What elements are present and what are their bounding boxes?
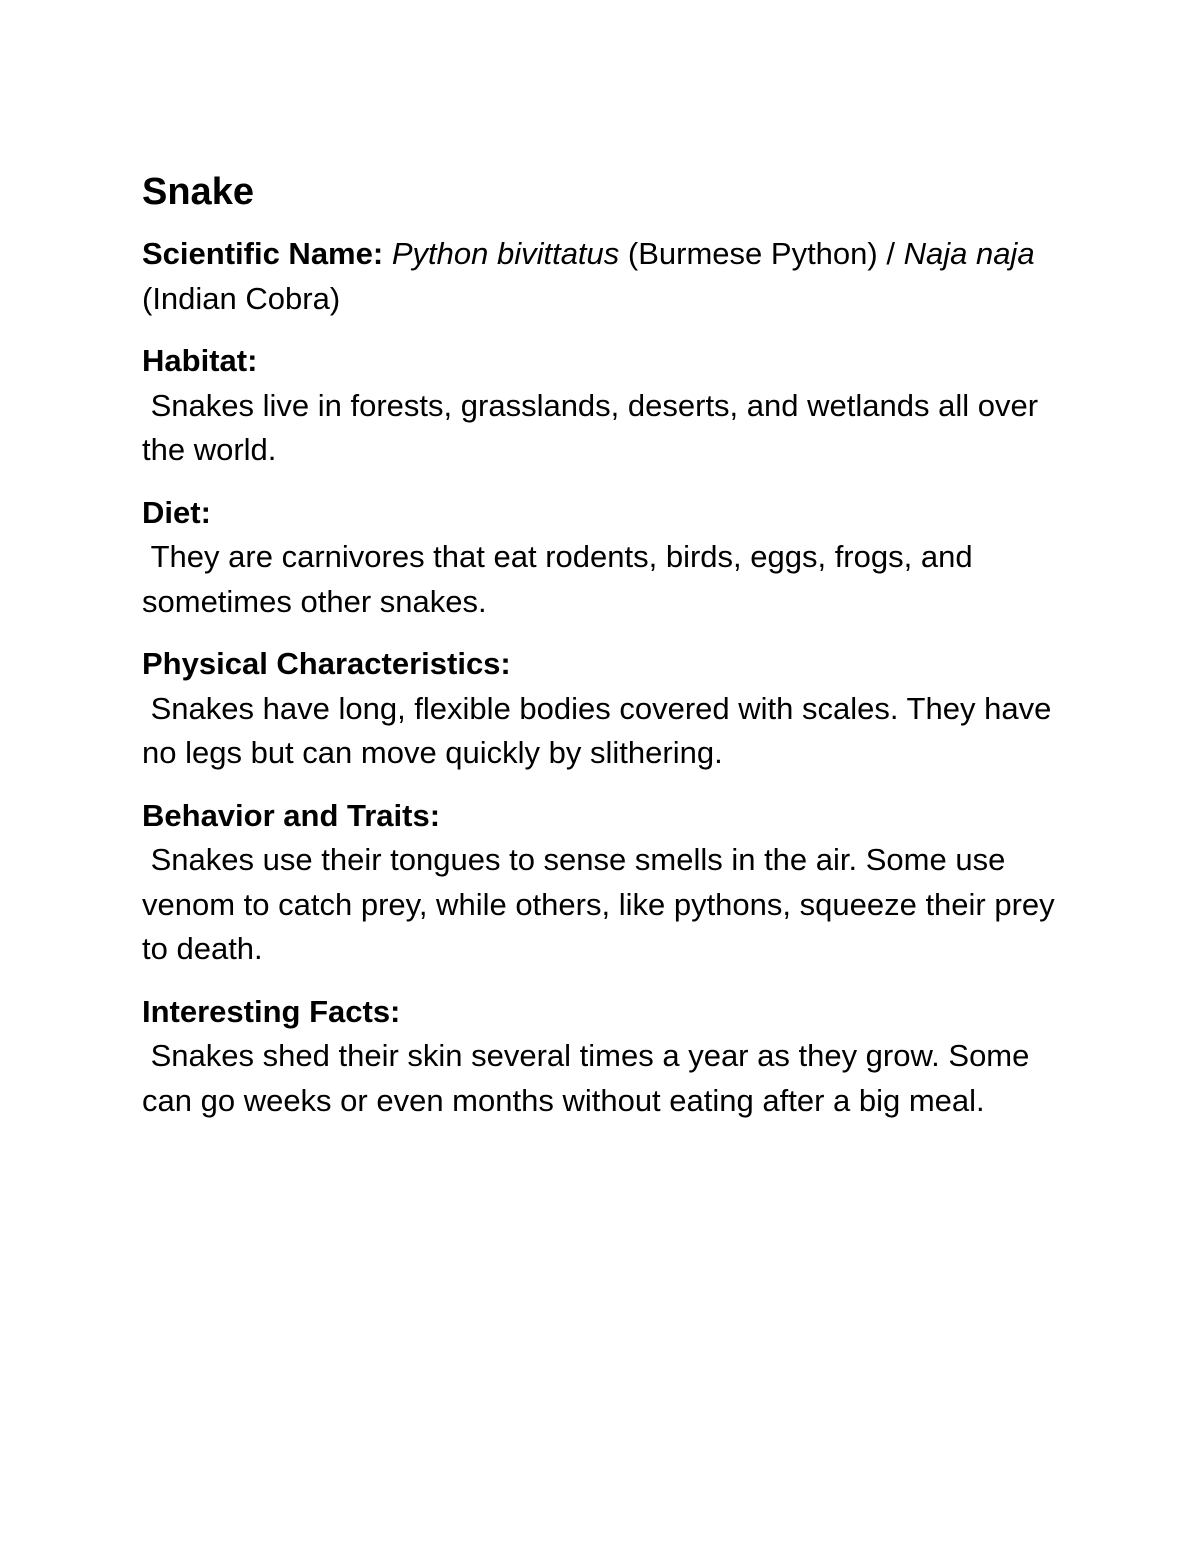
section-heading: Diet: <box>142 494 211 530</box>
section-body-text: Snakes have long, flexible bodies covered with scales. They have no legs but can move quickly by slithering. <box>142 690 1052 770</box>
section-heading: Interesting Facts: <box>142 993 401 1029</box>
section-heading: Behavior and Traits: <box>142 797 441 833</box>
scientific-name-paragraph <box>142 232 1077 321</box>
scientific-name-label: Scientific Name: <box>142 236 384 271</box>
document-page <box>142 168 1077 1141</box>
species-name-cobra: Naja naja <box>903 236 1035 271</box>
document-title: Snake <box>142 171 254 213</box>
section-body <box>142 838 1077 972</box>
section-behavior-and-traits <box>142 794 1077 972</box>
section-body <box>142 384 1077 473</box>
section-physical-characteristics <box>142 642 1077 776</box>
section-body-text: Snakes shed their skin several times a year as they grow. Some can go weeks or even months without eating after a big meal. <box>142 1038 1030 1118</box>
section-heading: Physical Characteristics: <box>142 646 511 681</box>
common-name-python: (Burmese Python) / <box>619 236 904 271</box>
section-body <box>142 1034 1077 1123</box>
section-body-text: Snakes live in forests, grasslands, deserts, and wetlands all over the world. <box>142 387 1039 467</box>
common-name-cobra: (Indian Cobra) <box>142 280 341 316</box>
species-name-python: Python bivittatus <box>391 236 620 271</box>
section-interesting-facts <box>142 990 1077 1124</box>
section-diet <box>142 491 1077 625</box>
section-heading: Habitat: <box>142 343 258 378</box>
section-body <box>142 535 1077 624</box>
section-body <box>142 687 1077 776</box>
section-body-text: They are carnivores that eat rodents, birds, eggs, frogs, and sometimes other snakes. <box>142 539 973 619</box>
section-habitat <box>142 339 1077 473</box>
section-body-text: Snakes use their tongues to sense smells in the air. Some use venom to catch prey, while others, like pythons, squeeze their prey to death. <box>142 842 1055 966</box>
